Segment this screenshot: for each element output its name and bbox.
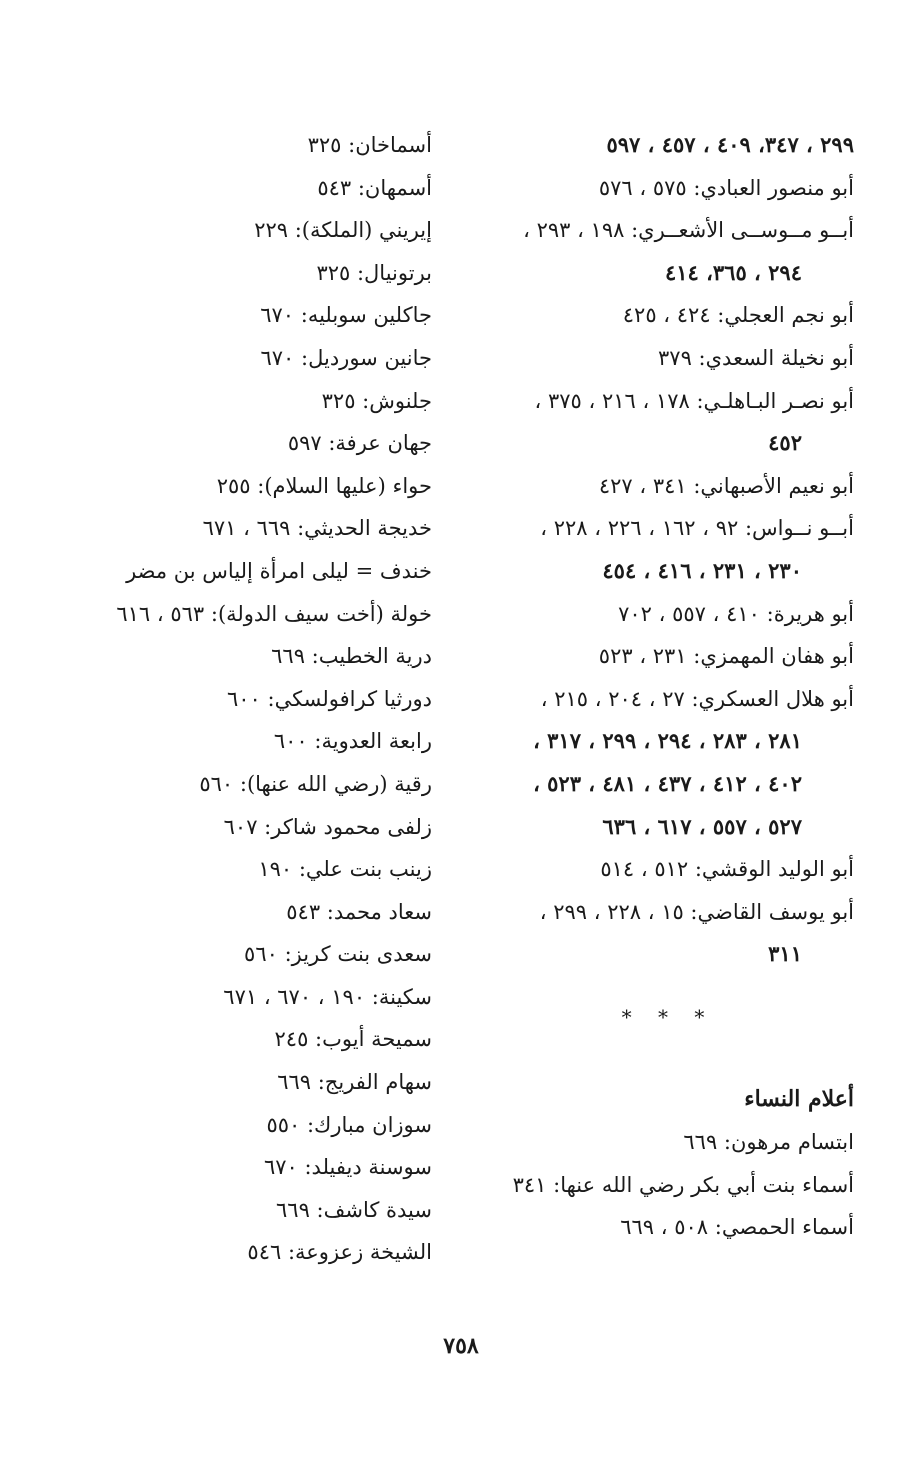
index-entry: خولة (أخت سيف الدولة): ٥٦٣ ، ٦١٦ [116,601,432,626]
index-entry: أبو هريرة: ٤١٠ ، ٥٥٧ ، ٧٠٢ [618,601,854,626]
index-entry: زلفى محمود شاكر: ٦٠٧ [223,814,432,839]
index-entry-continuation: ٢٣٠ ، ٢٣١ ، ٤١٦ ، ٤٥٤ [602,557,802,583]
women-names-list [62,124,432,1274]
page-number: ٧٥٨ [443,1333,479,1359]
index-entry-continuation: ٣١١ [768,941,802,967]
index-entry-continuation: ٤٥٢ [768,430,802,456]
index-column-left [62,124,432,1274]
index-entry: أبو هلال العسكري: ٢٧ ، ٢٠٤ ، ٢١٥ ، [540,686,854,711]
index-entry: أبو هفان المهمزي: ٢٣١ ، ٥٢٣ [598,644,854,669]
index-entry: أبو يوسف القاضي: ١٥ ، ٢٢٨ ، ٢٩٩ ، [539,899,854,924]
index-entry: رابعة العدوية: ٦٠٠ [273,729,432,754]
index-entry: سعدى بنت كريز: ٥٦٠ [244,942,432,967]
index-entry: الشيخة زعزوعة: ٥٤٦ [247,1240,432,1265]
index-entry: أبــو نــواس: ٩٢ ، ١٦٢ ، ٢٢٦ ، ٢٢٨ ، [540,516,854,541]
index-entry: جهان عرفة: ٥٩٧ [287,431,432,456]
index-entry: أسماء بنت أبي بكر رضي الله عنها: ٣٤١ [512,1172,854,1197]
index-entry: أبو نصـر البـاهلـي: ١٧٨ ، ٢١٦ ، ٣٧٥ ، [534,388,854,413]
index-entry: أبــو مــوســى الأشعــري: ١٩٨ ، ٢٩٣ ، [523,218,854,243]
index-entry: أبو نجم العجلي: ٤٢٤ ، ٤٢٥ [622,303,854,328]
section-separator: * * * [621,1004,715,1029]
index-entry: سميحة أيوب: ٢٤٥ [274,1027,432,1052]
index-entry-continuation: ٢٩٤ ، ٣٦٥، ٤١٤ [664,259,802,285]
index-entry: سوسنة ديفيلد: ٦٧٠ [263,1155,432,1180]
index-entry: جاكلين سوبليه: ٦٧٠ [260,303,432,328]
index-entry: سكينة: ١٩٠ ، ٦٧٠ ، ٦٧١ [223,984,432,1009]
index-entry: دورثيا كرافولسكي: ٦٠٠ [226,686,432,711]
index-entry: سوزان مبارك: ٥٥٠ [266,1112,432,1137]
women-names-list-start [482,1121,854,1249]
index-entry: سيدة كاشف: ٦٦٩ [276,1197,432,1222]
index-entry: أسمهان: ٥٤٣ [317,175,432,200]
men-names-list [482,124,854,976]
index-entry: أبو نخيلة السعدي: ٣٧٩ [658,345,854,370]
index-entry: إيريني (الملكة): ٢٢٩ [254,218,432,243]
index-entry: درية الخطيب: ٦٦٩ [271,644,432,669]
index-entry: أبو منصور العبادي: ٥٧٥ ، ٥٧٦ [598,175,854,200]
index-entry: أبو الوليد الوقشي: ٥١٢ ، ٥١٤ [600,857,854,882]
index-entry: خديجة الحديثي: ٦٦٩ ، ٦٧١ [202,516,432,541]
index-entry: أبو نعيم الأصبهاني: ٣٤١ ، ٤٢٧ [598,473,854,498]
index-entry: سعاد محمد: ٥٤٣ [286,899,432,924]
index-entry: أسماء الحمصي: ٥٠٨ ، ٦٦٩ [620,1215,854,1240]
index-entry: ابتسام مرهون: ٦٦٩ [683,1130,854,1155]
index-column-right [482,124,854,1249]
index-entry: ٢٩٩ ، ٣٤٧، ٤٠٩ ، ٤٥٧ ، ٥٩٧ [606,132,854,157]
index-entry: زينب بنت علي: ١٩٠ [258,857,432,882]
index-entry: سهام الفريج: ٦٦٩ [277,1070,432,1095]
index-entry: رقية (رضي الله عنها): ٥٦٠ [199,771,432,796]
index-entry: برتونيال: ٣٢٥ [316,260,432,285]
index-entry: جانين سورديل: ٦٧٠ [260,345,432,370]
index-entry-continuation: ٥٢٧ ، ٥٥٧ ، ٦١٧ ، ٦٣٦ [602,813,802,839]
index-entry: خندف = ليلى امرأة إلياس بن مضر [126,558,432,583]
index-entry: جلنوش: ٣٢٥ [321,388,432,413]
index-entry-continuation: ٢٨١ ، ٢٨٣ ، ٢٩٤ ، ٢٩٩ ، ٣١٧ ، [533,728,802,754]
index-entry: حواء (عليها السلام): ٢٥٥ [216,473,432,498]
index-entry-continuation: ٤٠٢ ، ٤١٢ ، ٤٣٧ ، ٤٨١ ، ٥٢٣ ، [533,770,802,796]
index-entry: أسماخان: ٣٢٥ [307,133,432,157]
section-title: أعلام النساء [744,1086,854,1113]
